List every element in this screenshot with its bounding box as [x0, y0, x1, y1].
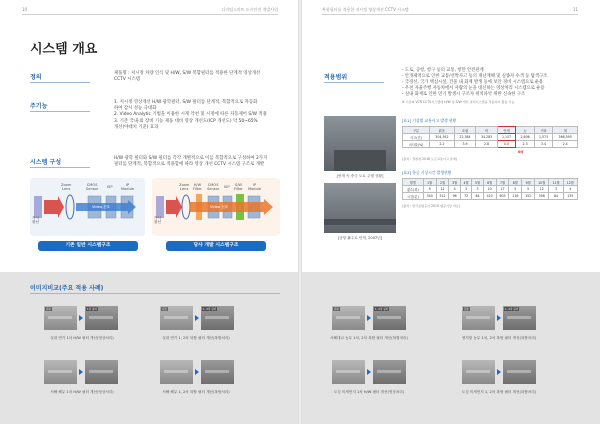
application-rule [324, 82, 384, 83]
system-label: 시스템 구성 [30, 159, 62, 166]
table-row: 사고(건) 304,392 22,384 34,283 1,157 2,806 1,573 366,595 [403, 134, 578, 141]
table2-source: (출처 : 한국공항공사 2019 항공기상 자료) [402, 204, 461, 208]
application-note: ※ 기존의 VCR CCTV시스템에 H/W 및 S/W 개선 필터시스템을 적용하여 활용 가능 [402, 100, 515, 104]
diagram-new-flow-label: Video 신호 [210, 205, 229, 209]
diagram-old-part-lens: Zoom Lens [61, 183, 72, 192]
page-number-left: 10 [22, 7, 28, 12]
caption-sea-fog-combo: 서해 해무 1, 2차 복합 필터 개선(복합처리) [162, 390, 230, 394]
caption-bridge-fog: 서해대교 농무 1차, 2차 복합 필터 개선(복합처리) [330, 336, 408, 340]
diagram-new-system [152, 178, 280, 236]
features-rule [30, 111, 90, 112]
diagram-new-part-hwfilter: H/W Filter [193, 183, 202, 192]
arrow-icon [195, 315, 199, 321]
diagram-old-part-cmos: CMOS Sensor [86, 183, 99, 192]
definition-rule [30, 82, 90, 83]
caption-indoor-smoke-combo: 실내 연기 1, 2차 복합 필터 개선(복합처리) [162, 336, 230, 340]
thumb-dust-orig-2 [462, 360, 495, 384]
page-number-right: 11 [572, 7, 578, 12]
page-title: 시스템 개요 [30, 42, 98, 57]
running-header-left: 디지털스마트 도시안전 개발사업 [221, 7, 278, 12]
arrow-icon [79, 369, 83, 375]
header-rule-right [322, 14, 578, 15]
diagram-old-part-ip: IP Module [121, 183, 135, 192]
table-row: 치사율(%) 2.2 3.9 2.8 8.8 2.3 3.4 2.4 [403, 141, 578, 148]
diagram-old-caption: 기존 일반 시스템구조 [38, 241, 138, 251]
image-compare-band-right [302, 272, 600, 424]
photo-fog-road-caption: [안개 속 중국 도로 주행 상황] [336, 174, 384, 178]
thumb-bridge-fog-orig: 원본 [332, 306, 365, 330]
system-rule [30, 167, 90, 168]
thumb-sea-fog-hw [85, 360, 118, 384]
diagram-old-part-isp: ISP [107, 185, 113, 189]
running-header-right: 복합필터를 적용한 저시정 영상개선 CCTV 시스템 [322, 7, 409, 12]
features-text: 1. 저시정 영상개선 H/W 광학필터, S/W 필터를 단계적, 복합적으로 자동화 하여 감시 성능 극대화 2. Video Analytic 기법을 이용한 시계 악천 및 시정에 따른 자동제어 S/W 적용 3. 기존 국내·외 장비 기능 제품 대비 영상 개선도(ICP 개선도) 약 50~65% 개선(야대치 기준) 효과 [114, 100, 267, 130]
thumb-harbor-fog-orig: 원본 [462, 306, 495, 330]
left-page [0, 0, 298, 424]
diagram-old-system [30, 178, 145, 236]
diagram-new-part-isp: ISP [224, 185, 230, 189]
arrow-icon [195, 369, 199, 375]
thumb-sea-fog-combo [201, 360, 234, 384]
arrow-icon [367, 369, 371, 375]
image-compare-rule [30, 293, 280, 294]
features-label: 주기능 [30, 103, 48, 110]
table1-highlight: 8배 [518, 150, 524, 154]
arrow-icon [367, 315, 371, 321]
thumb-bridge-fog-combo: 1, 2차 필터 [373, 306, 406, 330]
caption-indoor-smoke-hw: 실내 연기 1차 H/W 필터 개선(영상처리) [50, 336, 114, 340]
arrow-icon [497, 369, 501, 375]
table-row: 시간(분) 340 512 96 72 64 410 603 118 152 398 84 135 [403, 193, 578, 200]
thumb-indoor-smoke-orig: 원본 [44, 306, 77, 330]
diagram-old-side-label: 가시 광선 [32, 216, 39, 225]
right-page [302, 0, 600, 424]
thumb-harbor-fog-combo: 1, 2차 필터 [503, 306, 536, 330]
diagram-new-side-label: 가시 광선 [154, 216, 161, 225]
system-text: H/W 광학 필터와 S/W 필터를 각각 개별적으로 이를 복합적으로 구성하여 2가지 필터를 단계적, 복합적으로 적용함에 따라 영상 개선 CCTV 시스템 구조로 개발 [114, 156, 268, 168]
header-rule-left [22, 14, 278, 15]
thumb-dust-hw [373, 360, 406, 384]
arrow-icon [79, 315, 83, 321]
diagram-new-part-cmos: CMOS Sensor [207, 183, 220, 192]
table-row: 횟수(회) 9 12 4 3 3 10 17 5 5 12 3 4 [403, 186, 578, 193]
caption-dust-hw: 도심 미세먼지 1차 H/W 필터 개선(영상처리) [333, 390, 405, 394]
diagram-new-part-lens: Zoom Lens [179, 183, 190, 192]
caption-harbor-fog: 영저항 농무 1차, 2차 복합 필터 개선(복합처리) [461, 336, 537, 340]
table1: 구분 맑음 흐림 비 안개 눈 기타 계 사고(건) 304,392 22,384 34,283 1,157 2,806 1,573 366,595 치사율(%) 2.2 3.9 2.8 8.8 2.3 3.4 2.4 [402, 126, 578, 148]
caption-sea-fog-hw: 서해 해무 1차 H/W 필터 개선(영상처리) [50, 390, 114, 394]
thumb-indoor-smoke-orig-2: 원본 [160, 306, 193, 330]
table1-source: (출처 : 경찰청 2018 도로교통사고 통계) [402, 157, 458, 161]
definition-text: 제품명 : 저시정 차량 인식 및 H/W, S/W 복합필터를 적용한 단계적 영상개선 CCTV 시스템 [114, 71, 261, 83]
thumb-indoor-smoke-combo: 1, 2차 필터 [201, 306, 234, 330]
diagram-new-part-ip: IP Module [248, 183, 262, 192]
photo-airport-fog [324, 183, 396, 233]
image-compare-label: 이미지비교(주요 적용 사례) [30, 285, 104, 292]
thumb-sea-fog-orig-2 [160, 360, 193, 384]
diagram-old-flow-label: Video 신호 [92, 205, 111, 209]
thumb-dust-orig [332, 360, 365, 384]
photo-fog-road [324, 116, 396, 171]
arrow-icon [497, 315, 501, 321]
definition-label: 정의 [30, 74, 42, 81]
application-bullets: - 도로, 공항, 항구 등의 교통, 항만 안전관계 - 안개제역으로 인한 교통/선박사고 등의 재난재해 및 실종자 수색 등 탐색구조 - 국경선, 국가 핵심시설, 건물 내 화재 발생 등에 보안 경비 시스템으로 운용 - 우천 자율주행 자동차에서 사람의 눈을 대신하는 영상처리 시스템으로 운용 - 실내 화재로 인한 연기 발생시 구조자 위치파악 위한 신속한 구조 [402, 68, 548, 97]
thumb-indoor-smoke-hw: 1차 필터 [85, 306, 118, 330]
thumb-dust-combo [503, 360, 536, 384]
table2: 월별 1월 2월 3월 4월 5월 6월 7월 8월 9월 10월 11월 12월 횟수(회) 9 12 4 3 3 10 17 5 5 12 3 4 시간(분) 340 512 96 72 64 410 603 118 152 398 84 135 [402, 178, 578, 200]
photo-airport-fog-caption: [공항 활주로 안개, 2007년] [337, 236, 383, 240]
caption-dust-combo: 도심 미세먼지 1, 2차 복합 필터 개선(복합처리) [461, 390, 537, 394]
diagram-new-caption: 당사 개발 시스템구조 [166, 241, 266, 251]
table2-title: [표2] 항공 기상시간 발생현황 [402, 170, 452, 175]
diagram-new-part-swfilter: S/W Filter [234, 183, 243, 192]
table1-title: [표1] 기상별 교통사고 발생 현황 [402, 118, 457, 123]
thumb-sea-fog-orig [44, 360, 77, 384]
image-compare-band-left [0, 272, 298, 424]
application-label: 적용범위 [324, 74, 348, 81]
